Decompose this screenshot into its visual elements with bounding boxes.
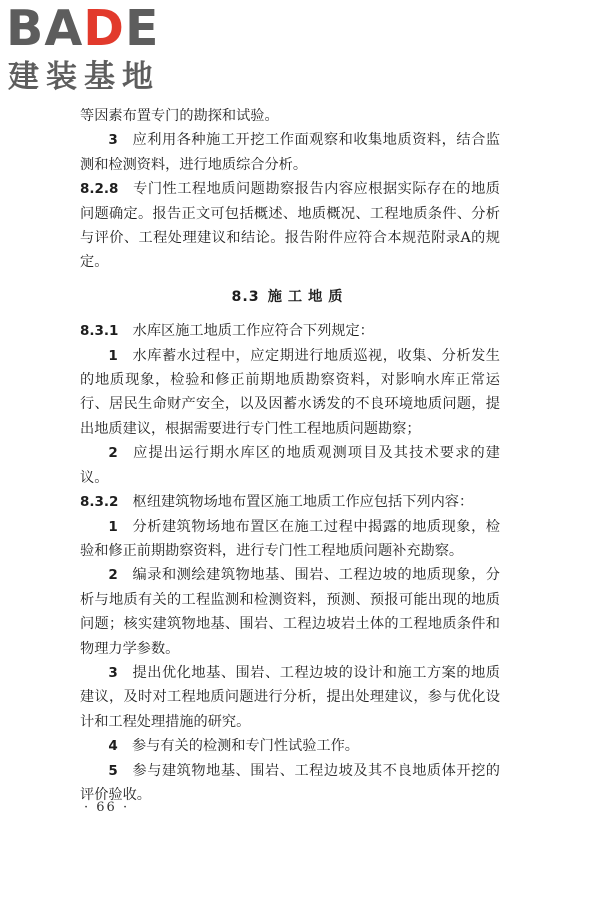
paragraph-text: 水库区施工地质工作应符合下列规定： xyxy=(132,323,374,340)
section-title-text: 施工地质 xyxy=(267,288,349,305)
paragraph-text: 专门性工程地质问题勘察报告内容应根据实际存在的地质问题确定。报告正文可包括概述、地质概况、工程地质条件、分析与评价、工程处理建议和结论。报告附件应符合本规范附录A的规定。 xyxy=(80,181,500,271)
item-number: 4 xyxy=(108,738,118,755)
list-item-paragraph xyxy=(80,515,500,564)
list-item-paragraph xyxy=(80,661,500,734)
paragraph-text: 参与有关的检测和专门性试验工作。 xyxy=(131,738,359,755)
document-body xyxy=(80,104,500,807)
item-number: 3 xyxy=(108,664,118,681)
paragraph-text: 编录和测绘建筑物地基、围岩、工程边坡的地质现象，分析与地质有关的工程监测和检测资料，预测、预报可能出现的地质问题；核实建筑物地基、围岩、工程边坡岩土体的工程地质条件和物理力学参数。 xyxy=(80,567,500,657)
paragraph-group-2 xyxy=(80,319,500,807)
item-number: 5 xyxy=(108,762,118,779)
item-number: 8.3.1 xyxy=(80,323,119,340)
clause-paragraph xyxy=(80,490,500,514)
item-number: 1 xyxy=(108,518,118,535)
item-number: 1 xyxy=(108,347,118,364)
page-number: · 66 · xyxy=(84,800,130,815)
list-item-paragraph xyxy=(80,441,500,490)
section-heading xyxy=(80,285,500,309)
paragraph-group-1 xyxy=(80,104,500,275)
item-number: 2 xyxy=(108,445,118,462)
list-item-paragraph xyxy=(80,563,500,661)
clause-paragraph xyxy=(80,177,500,275)
paragraph-text: 分析建筑物场地布置区在施工过程中揭露的地质现象，检验和修正前期勘察资料，进行专门性工程地质问题补充勘察。 xyxy=(80,518,500,559)
list-item-paragraph xyxy=(80,128,500,177)
logo-wordmark: BADE xyxy=(6,0,160,57)
item-number: 8.2.8 xyxy=(80,181,119,198)
paragraph-text: 等因素布置专门的勘探和试验。 xyxy=(80,108,279,124)
item-number: 2 xyxy=(108,567,118,584)
paragraph-text: 提出优化地基、围岩、工程边坡的设计和施工方案的地质建议，及时对工程地质问题进行分析，提出处理建议，参与优化设计和工程处理措施的研究。 xyxy=(80,664,500,730)
list-item-paragraph xyxy=(80,734,500,758)
section-number: 8.3 xyxy=(231,288,260,305)
logo-subtitle: 建装基地 xyxy=(8,59,160,95)
bade-logo xyxy=(6,0,176,99)
item-number: 3 xyxy=(108,132,118,149)
paragraph-text: 应提出运行期水库区的地质观测项目及其技术要求的建议。 xyxy=(80,445,500,486)
continuation-paragraph xyxy=(80,104,500,128)
clause-paragraph xyxy=(80,319,500,343)
paragraph-text: 参与建筑物地基、围岩、工程边坡及其不良地质体开挖的评价验收。 xyxy=(80,762,500,803)
paragraph-text: 应利用各种施工开挖工作面观察和收集地质资料，结合监测和检测资料，进行地质综合分析。 xyxy=(80,132,500,173)
list-item-paragraph xyxy=(80,759,500,808)
list-item-paragraph xyxy=(80,344,500,442)
item-number: 8.3.2 xyxy=(80,494,119,511)
paragraph-text: 水库蓄水过程中，应定期进行地质巡视，收集、分析发生的地质现象，检验和修正前期地质勘察资料，对影响水库正常运行、居民生命财产安全，以及因蓄水诱发的不良环境地质问题，提出地质建议，根据需要进行专门性工程地质问题勘察； xyxy=(80,347,500,437)
paragraph-text: 枢纽建筑物场地布置区施工地质工作应包括下列内容： xyxy=(132,494,474,511)
